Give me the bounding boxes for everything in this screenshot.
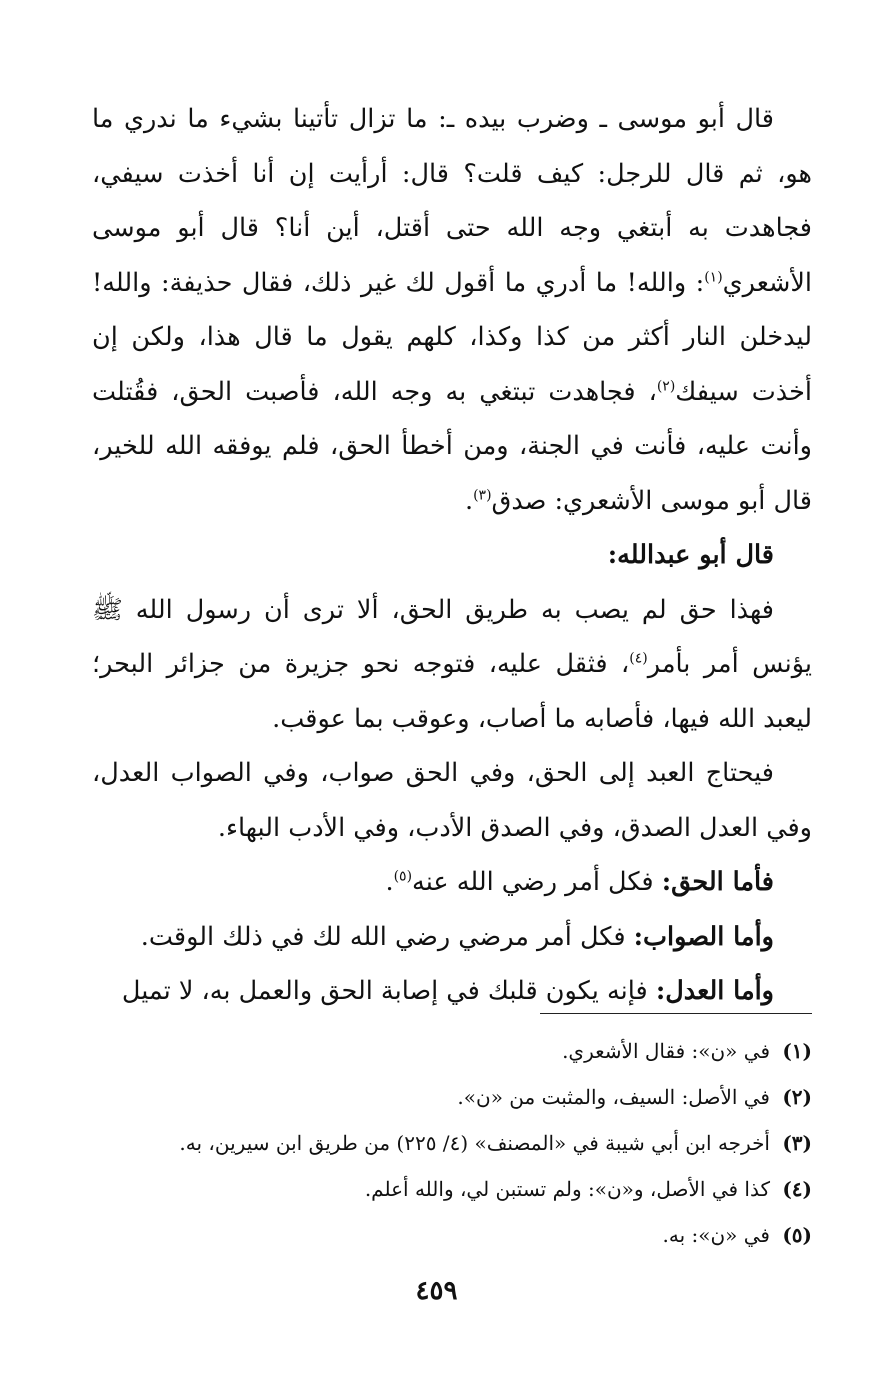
footnote-item — [92, 1120, 812, 1166]
term-label: وأما العدل: — [655, 976, 774, 1006]
text-run: فكل أمر رضي الله عنه — [412, 867, 662, 897]
text-run: فهذا حق لم يصب به طريق الحق، ألا ترى أن رسول الله ﷺ يؤنس أمر بأمر — [92, 594, 812, 679]
page-number: ٤٥٩ — [415, 1276, 458, 1306]
paragraph-4 — [92, 855, 812, 910]
footnote-marker-3: (٣) — [473, 487, 492, 503]
main-text — [92, 92, 812, 1019]
paragraph-6 — [92, 964, 812, 1019]
footnote-item — [92, 1166, 812, 1212]
paragraph-2 — [92, 583, 812, 747]
text-run: قال أبو موسى ـ وضرب بيده ـ: ما تزال تأتينا بشيء ما ندري ما هو، ثم قال للرجل: كيف قلت؟ قال: أرأيت إن أنا أخذت سيفي، فجاهدت به أبتغي وجه الله حتى أقتل، أين أنا؟ قال أبو موسى الأشعري — [92, 104, 812, 298]
text-run: ، فجاهدت تبتغي به وجه الله، فأصبت الحق، فقُتلت وأنت عليه، فأنت في الجنة، ومن أخطأ الحق، فلم يوفقه الله للخير، قال أبو موسى الأشعري: صدق — [92, 376, 812, 516]
paragraph-1 — [92, 92, 812, 528]
text-run: فإنه يكون قلبك في إصابة الحق والعمل به، لا تميل — [121, 976, 656, 1006]
footnote-text: في «ن»: فقال الأشعري. — [562, 1039, 770, 1063]
footnote-marker-4: (٤) — [629, 650, 648, 667]
footnote-separator — [540, 1013, 812, 1014]
term-label: فأما الحق: — [661, 867, 774, 897]
footnote-marker-5: (٥) — [393, 868, 413, 885]
footnote-item — [92, 1212, 812, 1258]
footnote-number: (١) — [782, 1039, 812, 1063]
paragraph-5 — [92, 910, 812, 965]
footnote-number: (٥) — [782, 1223, 812, 1247]
footnote-text: كذا في الأصل، و«ن»: ولم تستبن لي، والله أعلم. — [364, 1177, 770, 1201]
footnote-number: (٤) — [782, 1177, 812, 1201]
footnotes — [92, 1028, 812, 1258]
text-run: فيحتاج العبد إلى الحق، وفي الحق صواب، وفي الصواب العدل، وفي العدل الصدق، وفي الصدق الأدب، وفي الأدب البهاء. — [92, 758, 812, 843]
footnote-item — [92, 1074, 812, 1120]
text-run: . — [385, 867, 394, 897]
footnote-marker-2: (٢) — [656, 378, 676, 394]
footnote-item — [92, 1028, 812, 1074]
footnote-text: أخرجه ابن أبي شيبة في «المصنف» (٤/ ٢٢٥) من طريق ابن سيرين، به. — [179, 1131, 770, 1155]
text-run: : والله! ما أدري ما أقول لك غير ذلك، فقال حذيفة: والله! ليدخلن النار أكثر من كذا وكذا، كلهم يقول ما قال هذا، ولكن إن أخذت سيفك — [92, 267, 813, 407]
section-heading: قال أبو عبدالله: — [607, 540, 774, 570]
footnote-marker-1: (١) — [704, 269, 723, 285]
footnote-number: (٣) — [782, 1131, 812, 1155]
footnote-text: في الأصل: السيف، والمثبت من «ن». — [457, 1085, 770, 1109]
text-run: . — [464, 485, 474, 516]
text-run: ، فثقل عليه، فتوجه نحو جزيرة من جزائر البحر؛ ليعبد الله فيها، فأصابه ما أصاب، وعوقب بما عوقب. — [92, 649, 812, 734]
footnote-number: (٢) — [782, 1085, 812, 1109]
text-run: فكل أمر مرضي رضي الله لك في ذلك الوقت. — [140, 921, 634, 952]
term-label: وأما الصواب: — [633, 921, 774, 952]
paragraph-3 — [92, 746, 812, 855]
footnote-text: في «ن»: به. — [662, 1223, 770, 1247]
